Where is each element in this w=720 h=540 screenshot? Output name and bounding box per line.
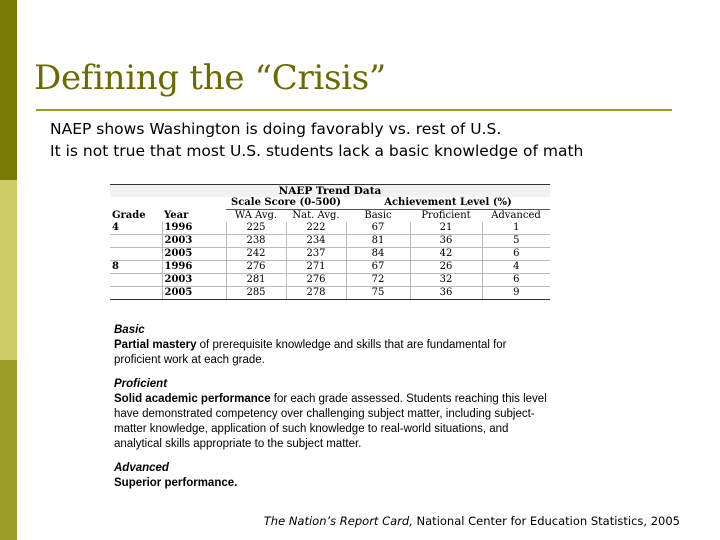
cell-basic: 75	[346, 287, 410, 300]
cell-wa-avg: 281	[226, 274, 286, 287]
bullet-list	[50, 118, 583, 162]
cell-basic: 67	[346, 222, 410, 235]
definition-term: Advanced	[114, 462, 169, 474]
table-row	[110, 287, 550, 300]
cell-nat-avg: 234	[286, 235, 346, 248]
cell-year: 2005	[162, 248, 226, 261]
citation-source: National Center for Education Statistics, 2005	[412, 514, 680, 528]
definition-text	[114, 476, 554, 491]
cell-grade	[110, 248, 162, 261]
table-row	[110, 235, 550, 248]
cell-proficient: 36	[410, 287, 482, 300]
definition-basic	[114, 323, 554, 368]
column-header-year: Year	[164, 209, 189, 221]
definition-body: of prerequisite knowledge and skills that are fundamental for proficient work at each grade.	[114, 339, 507, 366]
cell-nat-avg: 222	[286, 222, 346, 235]
cell-wa-avg: 238	[226, 235, 286, 248]
cell-basic: 72	[346, 274, 410, 287]
definition-advanced	[114, 461, 554, 491]
definition-lead: Partial mastery	[114, 339, 197, 351]
column-header-nat-avg: Nat. Avg.	[292, 210, 340, 221]
bullet-item: It is not true that most U.S. students lack a basic knowledge of math	[50, 142, 584, 160]
sidebar-segment-middle	[0, 180, 17, 360]
cell-advanced: 4	[482, 261, 550, 274]
cell-nat-avg: 237	[286, 248, 346, 261]
cell-wa-avg: 285	[226, 287, 286, 300]
column-header-basic: Basic	[364, 210, 392, 221]
achievement-level-definitions	[114, 323, 554, 500]
cell-nat-avg: 271	[286, 261, 346, 274]
cell-advanced: 6	[482, 274, 550, 287]
column-header-row	[110, 210, 550, 223]
cell-advanced: 1	[482, 222, 550, 235]
cell-proficient: 21	[410, 222, 482, 235]
cell-grade	[110, 235, 162, 248]
column-header-advanced: Advanced	[491, 210, 541, 221]
cell-nat-avg: 276	[286, 274, 346, 287]
table-row	[110, 248, 550, 261]
table-caption: NAEP Trend Data	[110, 185, 550, 198]
cell-advanced: 9	[482, 287, 550, 300]
bullet-item: NAEP shows Washington is doing favorably vs. rest of U.S.	[50, 120, 502, 138]
cell-year: 2003	[162, 274, 226, 287]
sidebar-segment-top	[0, 0, 17, 180]
sidebar-segment-bottom	[0, 360, 17, 540]
slide-sidebar	[0, 0, 17, 540]
definition-proficient	[114, 377, 554, 452]
definition-term: Basic	[114, 324, 145, 336]
column-header-wa-avg: WA Avg.	[234, 210, 278, 221]
definition-body: for each grade assessed. Students reaching this level have demonstrated competency over challenging subject matter, including subject-matter knowledge, application of such knowledge to real-world situations, and analytical skills appropriate to the subject matter.	[114, 393, 547, 450]
definition-text	[114, 392, 554, 452]
cell-year: 1996	[162, 261, 226, 274]
cell-grade	[110, 287, 162, 300]
cell-wa-avg: 225	[226, 222, 286, 235]
cell-advanced: 5	[482, 235, 550, 248]
cell-wa-avg: 242	[226, 248, 286, 261]
group-header-scale-score: Scale Score (0-500)	[226, 197, 346, 210]
column-header-grade: Grade	[112, 209, 146, 221]
cell-basic: 81	[346, 235, 410, 248]
cell-wa-avg: 276	[226, 261, 286, 274]
citation	[264, 514, 680, 528]
title-rule	[36, 109, 672, 111]
cell-year: 1996	[162, 222, 226, 235]
cell-proficient: 42	[410, 248, 482, 261]
definition-lead: Superior performance.	[114, 477, 238, 489]
table-row	[110, 261, 550, 274]
slide-title: Defining the “Crisis”	[34, 58, 386, 98]
naep-trend-table	[110, 184, 550, 300]
definition-text	[114, 338, 554, 368]
cell-year: 2003	[162, 235, 226, 248]
cell-proficient: 32	[410, 274, 482, 287]
table-row	[110, 222, 550, 235]
cell-grade: 8	[110, 261, 162, 274]
definition-lead: Solid academic performance	[114, 393, 271, 405]
cell-grade: 4	[110, 222, 162, 235]
cell-grade	[110, 274, 162, 287]
definition-term: Proficient	[114, 378, 168, 390]
cell-proficient: 36	[410, 235, 482, 248]
citation-title: The Nation’s Report Card,	[263, 514, 413, 528]
cell-basic: 67	[346, 261, 410, 274]
cell-basic: 84	[346, 248, 410, 261]
cell-advanced: 6	[482, 248, 550, 261]
cell-proficient: 26	[410, 261, 482, 274]
column-header-proficient: Proficient	[421, 210, 471, 221]
cell-nat-avg: 278	[286, 287, 346, 300]
cell-year: 2005	[162, 287, 226, 300]
group-header-achievement: Achievement Level (%)	[346, 197, 550, 210]
table-row	[110, 274, 550, 287]
